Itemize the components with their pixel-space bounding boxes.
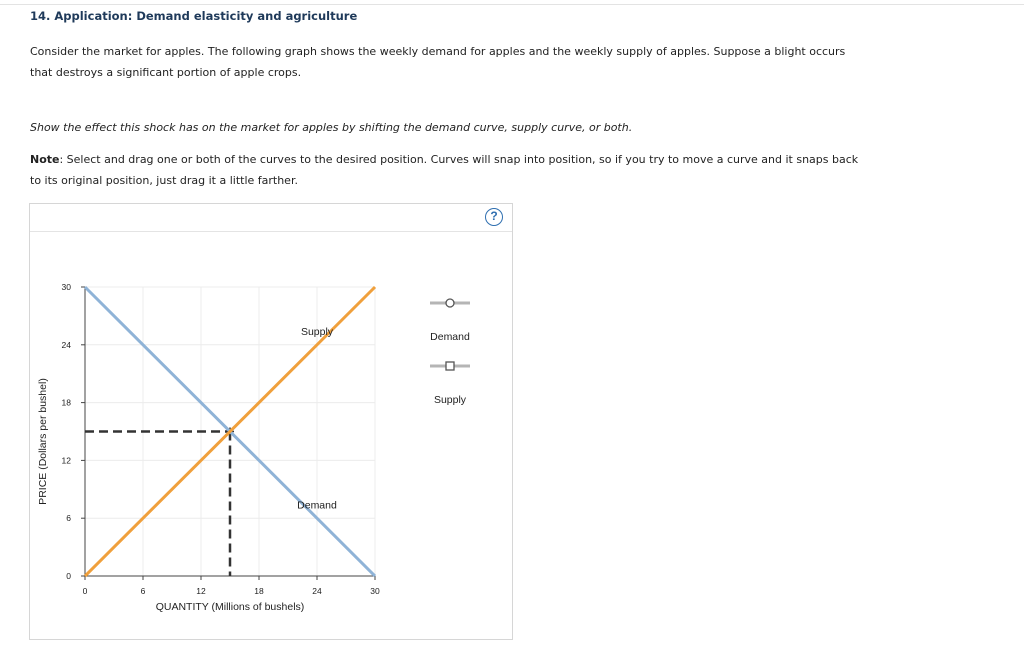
y-tick-label: 0	[66, 571, 71, 581]
x-tick-label: 6	[140, 586, 146, 596]
x-tick-label: 12	[196, 586, 206, 596]
question-title: 14. Application: Demand elasticity and agriculture	[30, 9, 358, 23]
note-label: Note	[30, 153, 60, 166]
question-circle-icon[interactable]: ?	[485, 208, 503, 226]
y-tick-label: 12	[61, 455, 71, 466]
y-tick-label: 18	[61, 397, 71, 408]
note-text: : Select and drag one or both of the curves to the desired position. Curves will snap into position, so if you try to move a curve and it snaps back to its original position, just drag it a little farther.	[30, 153, 859, 187]
x-tick-label: 30	[370, 586, 380, 596]
question-intro: Consider the market for apples. The following graph shows the weekly demand for apples and the weekly supply of apples. Suppose a blight occurs that destroys a significant portion of apple crops.	[30, 45, 846, 79]
top-divider	[0, 4, 1024, 5]
question-note	[30, 149, 860, 191]
y-tick-label: 6	[66, 513, 71, 524]
graph-svg	[30, 204, 514, 641]
question-instruction: Show the effect this shock has on the market for apples by shifting the demand curve, supply curve, or both.	[30, 121, 633, 134]
supply-square-icon[interactable]	[446, 362, 454, 370]
supply-curve-label: Supply	[300, 326, 334, 339]
demand-curve-label: Demand	[297, 499, 337, 512]
curve-palette	[430, 299, 470, 406]
x-tick-label: 0	[82, 586, 88, 596]
demand-circle-icon[interactable]	[446, 299, 454, 307]
graph-panel	[29, 203, 513, 640]
x-tick-label: 24	[312, 586, 322, 596]
x-tick-label: 18	[254, 586, 264, 596]
supply-palette-label: Supply	[433, 394, 467, 406]
y-tick-label: 24	[61, 339, 71, 350]
y-tick-label: 30	[61, 282, 71, 292]
demand-palette-label: Demand	[430, 331, 470, 343]
y-axis-title: PRICE (Dollars per bushel)	[37, 378, 49, 505]
x-axis-title: QUANTITY (Millions of bushels)	[155, 601, 305, 613]
